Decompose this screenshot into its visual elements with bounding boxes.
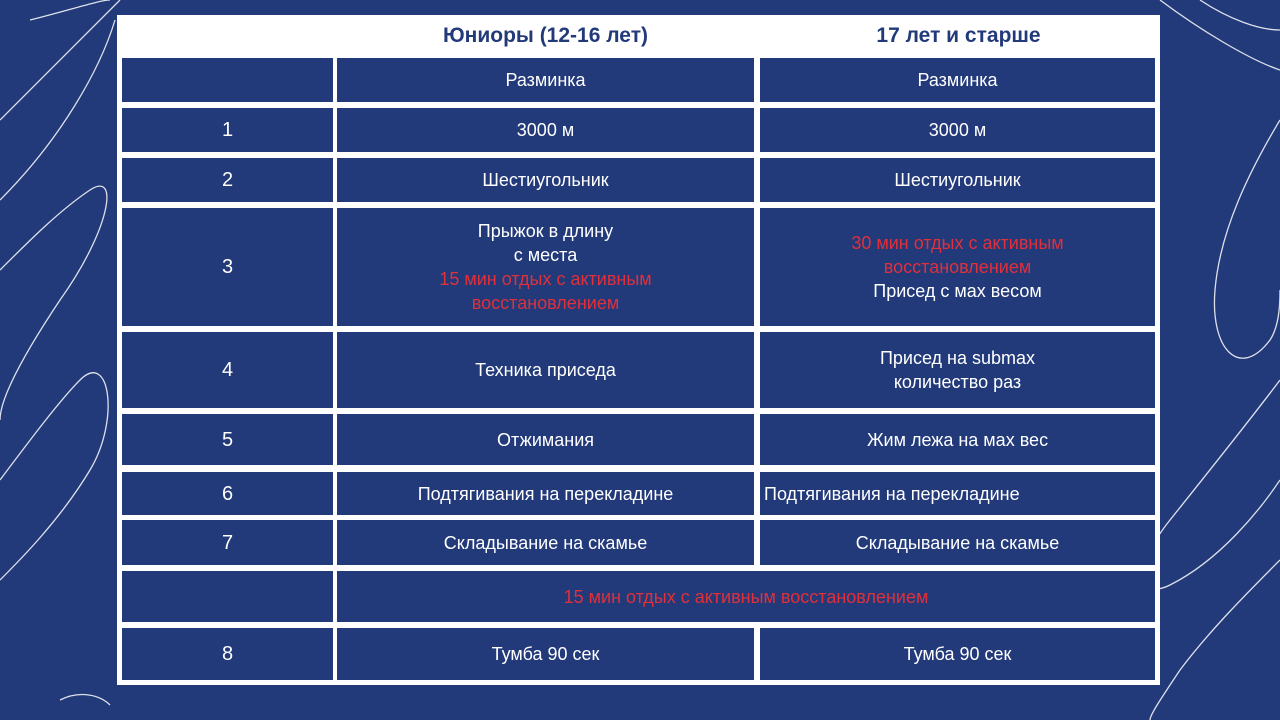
schedule-table (117, 15, 1160, 685)
row-number-cell: 3 (122, 208, 333, 326)
juniors-cell (337, 472, 754, 515)
juniors-cell (337, 158, 754, 202)
row-number-cell: 1 (122, 108, 333, 152)
juniors-cell (337, 628, 754, 680)
juniors-cell (337, 414, 754, 465)
cell-text: Складывание на скамье (443, 532, 648, 553)
row-number-cell: 4 (122, 332, 333, 408)
cell-text: Тумба 90 сек (903, 644, 1012, 664)
seniors-cell (760, 520, 1155, 565)
merged-rest-cell: 15 мин отдых с активным восстановлением (337, 571, 1155, 622)
cell-text: Прыжок в длину (477, 221, 614, 241)
cell-text: Шестиугольник (894, 170, 1021, 190)
cell-text: Разминка (917, 70, 998, 90)
cell-text: Тумба 90 сек (491, 644, 600, 664)
rest-note: 15 мин отдых с активным (439, 269, 652, 289)
seniors-cell (760, 208, 1155, 326)
header-juniors: Юниоры (12-16 лет) (337, 15, 754, 57)
cell-text: Разминка (505, 70, 586, 90)
row-number-cell (122, 571, 333, 622)
seniors-cell (760, 108, 1155, 152)
row-number-cell: 2 (122, 158, 333, 202)
juniors-cell (337, 108, 754, 152)
seniors-cell (760, 628, 1155, 680)
row-number-cell: 6 (122, 472, 333, 515)
cell-text: 3000 м (928, 120, 987, 140)
row-number-cell: 8 (122, 628, 333, 680)
juniors-cell (337, 58, 754, 102)
cell-text: Присед с мах весом (873, 281, 1042, 301)
header-seniors: 17 лет и старше (757, 15, 1160, 57)
seniors-cell (760, 414, 1155, 465)
row-number-cell: 7 (122, 520, 333, 565)
cell-text: Жим лежа на мах вес (866, 429, 1049, 450)
seniors-cell (760, 158, 1155, 202)
rest-note: восстановлением (883, 257, 1032, 277)
juniors-cell (337, 208, 754, 326)
cell-text: Шестиугольник (482, 170, 609, 190)
seniors-cell (760, 58, 1155, 102)
juniors-cell (337, 520, 754, 565)
cell-text: Подтягивания на перекладине (764, 483, 1020, 504)
rest-note: восстановлением (471, 293, 620, 313)
row-number-cell: 5 (122, 414, 333, 465)
cell-text: Складывание на скамье (855, 532, 1060, 553)
cell-text: с места (513, 245, 578, 265)
cell-text: Техника приседа (475, 360, 616, 380)
seniors-cell (760, 332, 1155, 408)
cell-text: Присед на submax (879, 348, 1036, 368)
seniors-cell (760, 472, 1155, 515)
cell-text: 3000 м (516, 120, 575, 140)
juniors-cell (337, 332, 754, 408)
rest-note: 30 мин отдых с активным (851, 233, 1064, 253)
cell-text: Подтягивания на перекладине (417, 483, 674, 504)
cell-text: Отжимания (496, 429, 595, 450)
row-number-cell (122, 58, 333, 102)
cell-text: количество раз (893, 372, 1022, 392)
